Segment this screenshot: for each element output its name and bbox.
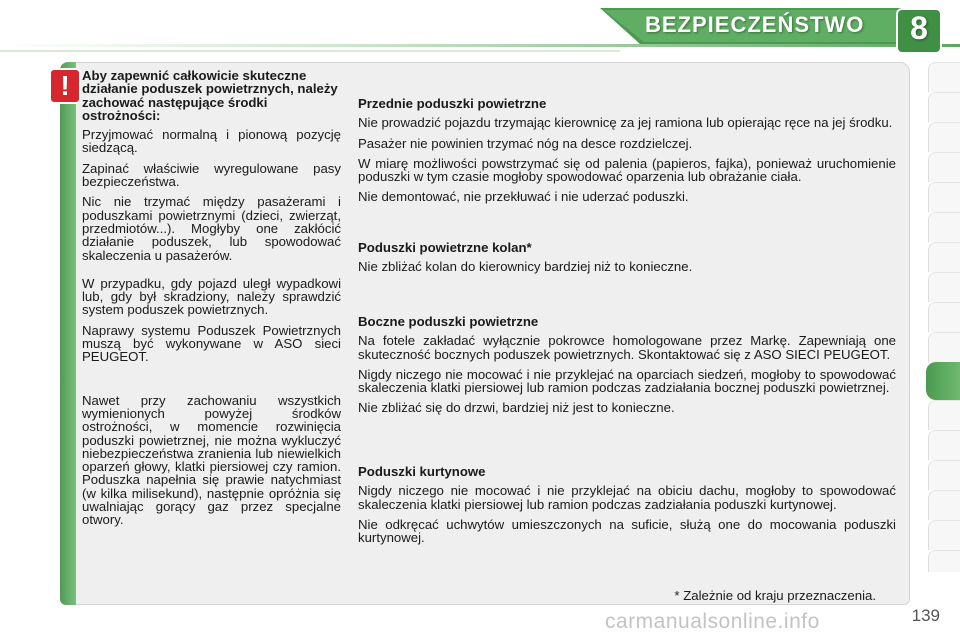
chapter-title: BEZPIECZEŃSTWO xyxy=(645,12,865,37)
section-curtain-airbags xyxy=(358,465,896,551)
side-tab[interactable] xyxy=(928,550,960,572)
page-number: 139 xyxy=(911,606,940,625)
precaution-paragraph: W przypadku, gdy pojazd uległ wypadkowi lub, gdy był skradziony, należy sprawdzić system poduszek powietrznych. xyxy=(82,275,341,318)
precautions-column xyxy=(82,69,341,534)
section-paragraph: Nie prowadzić pojazdu trzymając kierownicę za jej ramiona lub opierając ręce na jej środku. xyxy=(358,115,893,131)
section-front-airbags xyxy=(358,97,896,211)
section-paragraph: Nigdy niczego nie mocować i nie przyklejać na oparciach siedzeń, mogłoby to spowodować skaleczenia klatki piersiowej lub ramion podczas zadziałania bocznej poduszki powietrznej. xyxy=(358,366,896,396)
section-paragraph: Nigdy niczego nie mocować i nie przyklejać na obiciu dachu, mogłoby to spowodować skaleczenia klatki piersiowej lub ramion podczas zadziałania poduszki kurtynowej. xyxy=(358,483,896,512)
side-tab[interactable] xyxy=(928,92,960,122)
side-tab-active[interactable] xyxy=(926,362,960,400)
chapter-number: 8 xyxy=(910,10,928,46)
precaution-paragraph: Przyjmować normalną i pionową pozycję siedzącą. xyxy=(82,127,341,156)
section-title: Poduszki kurtynowe xyxy=(358,464,486,479)
precaution-paragraph: Naprawy systemu Poduszek Powietrznych muszą być wykonywane w ASO sieci PEUGEOT. xyxy=(82,322,341,365)
precaution-paragraph: Nic nie trzymać między pasażerami i poduszkami powietrznymi (dzieci, zwierząt, przedmiotów...). Mogłyby one zakłócić działanie poduszek, lub spowodować skaleczenia u pasażerów. xyxy=(82,194,341,263)
side-tab[interactable] xyxy=(928,182,960,212)
section-side-airbags xyxy=(358,315,896,422)
section-paragraph: W miarę możliwości powstrzymać się od palenia (papieros, fajka), ponieważ uruchomienie poduszki w tym czasie mogłoby spowodować oparzenia lub obrażanie ciała. xyxy=(358,155,896,185)
side-tab[interactable] xyxy=(928,520,960,550)
section-paragraph: Na fotele zakładać wyłącznie pokrowce homologowane przez Markę. Zapewniają one skuteczność bocznych poduszek powietrznych. Skontaktować się z ASO SIECI PEUGEOT. xyxy=(358,333,896,362)
watermark: carmanualsonline.info xyxy=(605,610,820,633)
side-tab[interactable] xyxy=(928,122,960,152)
warning-symbol: ! xyxy=(60,70,70,101)
section-title: Przednie poduszki powietrzne xyxy=(358,96,547,111)
side-tab[interactable] xyxy=(928,62,960,92)
side-tab[interactable] xyxy=(928,302,960,332)
side-tab[interactable] xyxy=(928,490,960,520)
side-tab[interactable] xyxy=(928,332,960,362)
section-paragraph: Pasażer nie powinien trzymać nóg na desce rozdzielczej. xyxy=(358,135,693,151)
section-paragraph: Nie demontować, nie przekłuwać i nie uderzać poduszki. xyxy=(358,189,689,205)
side-tab[interactable] xyxy=(928,152,960,182)
section-title: Boczne poduszki powietrzne xyxy=(358,314,539,329)
section-paragraph: Nie zbliżać się do drzwi, bardziej niż jest to konieczne. xyxy=(358,400,675,416)
section-paragraph: Nie odkręcać uchwytów umieszczonych na suficie, służą one do mocowania poduszki kurtynowej. xyxy=(358,516,896,546)
side-tab[interactable] xyxy=(928,242,960,272)
section-title: Poduszki powietrzne kolan* xyxy=(358,240,532,255)
precautions-heading: Aby zapewnić całkowicie skuteczne działanie poduszek powietrznych, należy zachować następujące środki ostrożności: xyxy=(82,68,338,123)
left-accent-stripe xyxy=(60,62,76,605)
section-knee-airbags xyxy=(358,241,896,281)
footnote: * Zależnie od kraju przeznaczenia. xyxy=(674,588,876,603)
side-tab[interactable] xyxy=(928,460,960,490)
precaution-paragraph: Nawet przy zachowaniu wszystkich wymienionych powyżej środków ostrożności, w momencie rozwinięcia poduszki powietrznej, nie można wykluczyć niebezpieczeństwa zranienia lub niewielkich oparzeń głowy, klatki piersiowej czy ramion. Poduszka napełnia się prawie natychmiast (w kilka milisekund), następnie opróżnia się uwalniając gorący gaz przez specjalne otwory. xyxy=(82,392,341,528)
side-tab[interactable] xyxy=(928,212,960,242)
precaution-paragraph: Zapinać właściwie wyregulowane pasy bezpieczeństwa. xyxy=(82,160,341,190)
section-paragraph: Nie zbliżać kolan do kierownicy bardziej niż to konieczne. xyxy=(358,259,693,275)
side-tab[interactable] xyxy=(928,430,960,460)
side-tab[interactable] xyxy=(928,400,960,430)
side-tab[interactable] xyxy=(928,272,960,302)
